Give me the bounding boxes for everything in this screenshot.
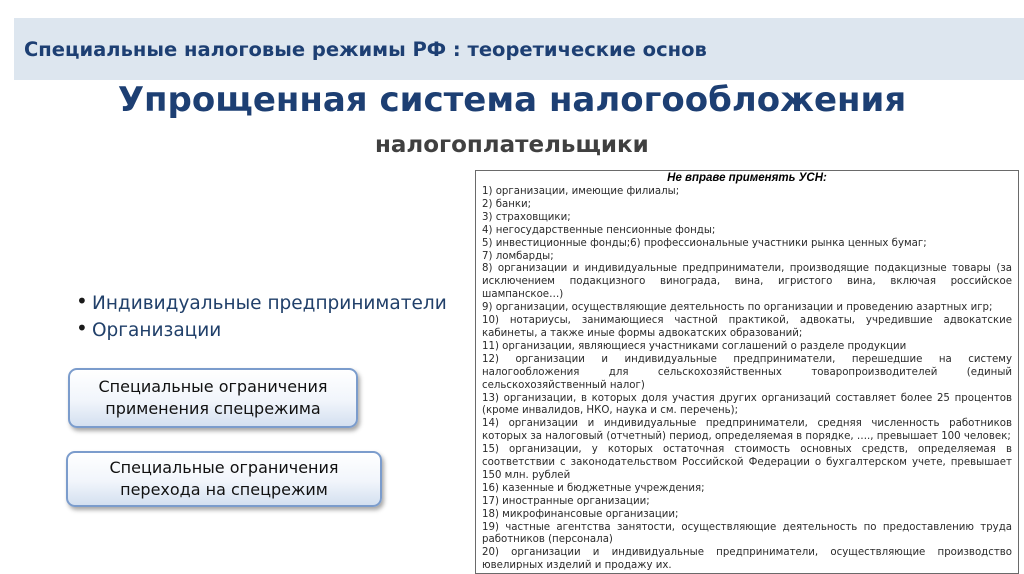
list-item xyxy=(76,290,447,317)
button-label-line: перехода на спецрежим xyxy=(120,480,328,499)
list-item: 8) организации и индивидуальные предприниматели, производящие подакцизные товары (за исключением подакцизного винограда, вина, игристого вина, включая российское шампанское…) xyxy=(482,263,1012,301)
list-item: 11) организации, являющиеся участниками соглашений о разделе продукции xyxy=(482,340,907,352)
bullet-icon: • xyxy=(76,289,88,313)
list-item: 12) организации и индивидуальные предприниматели, перешедшие на систему налогообложения для сельскохозяйственных товаропроизводителей (единый сельскохозяйственный налог) xyxy=(482,353,1012,391)
list-item: 15) организации, у которых остаточная стоимость основных средств, определяемая в соответствии с законодательством Российской Федерации о бухгалтерском учете, превышает 150 млн. рублей xyxy=(482,444,1012,481)
button-label-line: Специальные ограничения xyxy=(109,458,339,477)
button-label-line: Специальные ограничения xyxy=(98,377,328,396)
header-title: Специальные налоговые режимы РФ : теоретические основ xyxy=(24,38,707,61)
list-item: 9) организации, осуществляющие деятельность по организации и проведению азартных игр; xyxy=(482,302,993,314)
list-item: 7) ломбарды; xyxy=(482,250,554,262)
list-item: 14) организации и индивидуальные предприниматели, средняя численность работников которых за налоговый (отчетный) период, определяемая в порядке, …., превышает 100 человек; xyxy=(482,418,1012,443)
button-label-line: применения спецрежима xyxy=(105,399,321,418)
slide-title: Упрощенная система налогообложения xyxy=(117,80,907,120)
special-restrictions-transition-button[interactable] xyxy=(66,451,382,507)
restrictions-list xyxy=(482,186,1012,573)
list-item: 19) частные агентства занятости, осуществляющие деятельность по предоставлению труда работников (персонала) xyxy=(482,521,1012,546)
list-item: 18) микрофинансовые организации; xyxy=(482,508,679,520)
list-item-label: Организации xyxy=(92,320,222,341)
list-item: 10) нотариусы, занимающиеся частной практикой, адвокаты, учредившие адвокатские кабинеты, а также иные формы адвокатских образований; xyxy=(482,315,1012,339)
list-item: 13) организации, в которых доля участия других организаций составляет более 25 процентов (кроме инвалидов, НКО, наука и см. перечень); xyxy=(482,392,1012,417)
list-item: 2) банки; xyxy=(482,198,532,210)
list-item: 3) страховщики; xyxy=(482,211,571,223)
list-item xyxy=(76,317,447,344)
special-restrictions-application-button[interactable] xyxy=(68,368,358,428)
restrictions-heading: Не вправе применять УСН: xyxy=(667,172,827,184)
list-item: 1) организации, имеющие филиалы; xyxy=(482,186,680,197)
slide-subtitle: налогоплательщики xyxy=(375,132,649,158)
list-item: 16) казенные и бюджетные учреждения; xyxy=(482,482,705,494)
list-item: 4) негосударственные пенсионные фонды; xyxy=(482,224,716,236)
restrictions-panel xyxy=(475,170,1019,574)
list-item: 20) организации и индивидуальные предприниматели, осуществляющие производство ювелирных изделий и продажу их. xyxy=(482,547,1012,572)
list-item-label: Индивидуальные предприниматели xyxy=(92,293,447,314)
bullet-icon: • xyxy=(76,316,88,340)
list-item: 17) иностранные организации; xyxy=(482,495,650,507)
taxpayer-list xyxy=(76,290,447,344)
list-item: 5) инвестиционные фонды;6) профессиональные участники рынка ценных бумаг; xyxy=(482,237,927,249)
